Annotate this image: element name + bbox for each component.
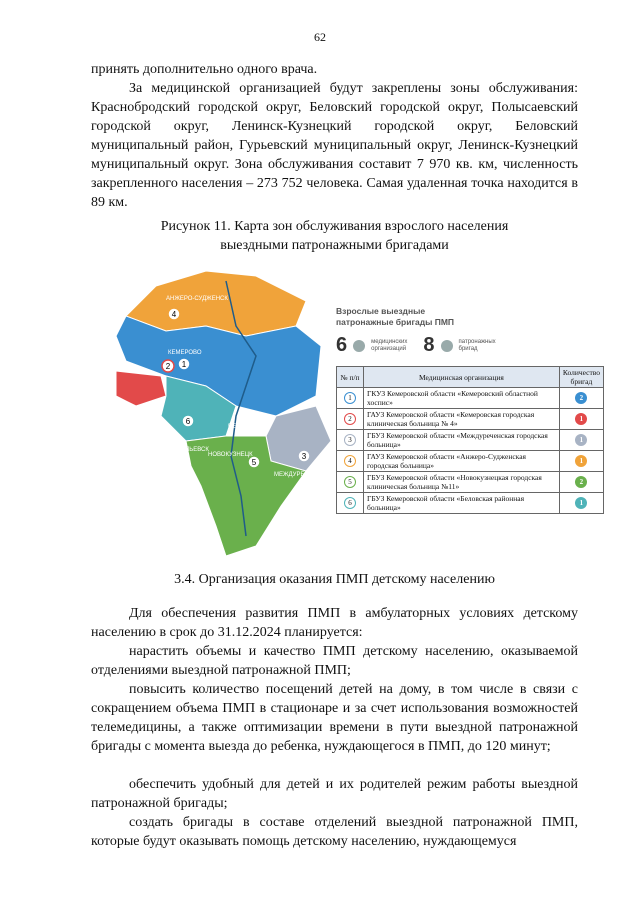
row-brigades: 1 [575, 413, 587, 425]
row-brigades: 1 [575, 434, 587, 446]
row-brigades-cell [559, 451, 603, 472]
row-num-cell [337, 409, 364, 430]
row-brigades: 2 [575, 476, 587, 488]
row-brigades: 1 [575, 497, 587, 509]
table-row [337, 409, 604, 430]
zone-marker-6 [182, 415, 194, 427]
row-org: ГБУЗ Кемеровской области «Беловская районная больница» [364, 493, 560, 514]
svg-text:4: 4 [171, 310, 177, 319]
figure-caption-line2: выездными патронажными бригадами [220, 238, 449, 253]
svg-text:6: 6 [185, 417, 191, 426]
table-row [337, 430, 604, 451]
row-brigades-cell [559, 388, 603, 409]
map-svg [96, 266, 336, 566]
row-num: 1 [344, 392, 356, 404]
table-header-org: Медицинская организация [364, 367, 560, 388]
zone-marker-1 [178, 358, 190, 370]
paragraph: Для обеспечения развития ПМП в амбулаторных условиях детскому населению в срок до 31.12.2024 планируется: [91, 606, 578, 640]
table-row [337, 451, 604, 472]
paragraph: За медицинской организацией будут закреплены зоны обслуживания: Краснобродский городской округ, Беловский городской округ, Полысаевский городской округ, Ленинск-Кузнецкий городской округ, Беловский муниципальный район, Гурьевский муниципальный округ, Ленинск-Кузнецкий муниципальный округ. Зона обслуживания составит 7 970 кв. км, численность закрепленного населения – 273 752 человека. Самая удаленная точка находится в 89 км. [91, 81, 578, 210]
city-label-anzhero: АНЖЕРО-СУДЖЕНСК [166, 296, 228, 302]
city-label-novokuznetsk: НОВОКУЗНЕЦК [208, 452, 253, 458]
section-title: 3.4. Организация оказания ПМП детскому населению [174, 572, 495, 587]
row-org: ГБУЗ Кемеровской области «Новокузнецкая городская клиническая больница №11» [364, 472, 560, 493]
table-header-brigades: Количество бригад [559, 367, 603, 388]
city-label-belovo: БЕЛОВО [228, 424, 254, 430]
row-brigades-cell [559, 430, 603, 451]
row-org: ГБУЗ Кемеровской области «Междуреченская городская больница» [364, 430, 560, 451]
row-org: ГКУЗ Кемеровской области «Кемеровский областной хоспис» [364, 388, 560, 409]
page-number: 62 [314, 30, 326, 44]
brigades-count: 8 [423, 334, 435, 356]
zone-2-area [116, 371, 166, 406]
figure-caption-line1: Рисунок 11. Карта зон обслуживания взрослого населения [160, 219, 509, 234]
row-num: 5 [344, 476, 356, 488]
figure [96, 266, 606, 566]
city-label-prokopyevsk: ПРОКОПЬЕВСК [164, 447, 209, 453]
row-num: 6 [344, 497, 356, 509]
paragraph: обеспечить удобный для детей и их родителей режим работы выездной патронажной бригады; [91, 777, 578, 811]
row-brigades: 1 [575, 455, 587, 467]
region-map [96, 266, 336, 566]
orgs-label: медицинских организаций [371, 338, 408, 352]
row-num: 2 [344, 413, 356, 425]
city-label-kemerovo: КЕМЕРОВО [168, 350, 202, 356]
org-table [336, 366, 604, 514]
legend-title-line2: патронажные бригады ПМП [336, 317, 455, 327]
svg-text:3: 3 [301, 452, 307, 461]
row-num-cell [337, 472, 364, 493]
row-num-cell [337, 493, 364, 514]
table-row [337, 388, 604, 409]
row-num: 3 [344, 434, 356, 446]
zone-marker-3 [298, 450, 310, 462]
svg-text:1: 1 [181, 360, 187, 369]
zone-marker-4 [168, 308, 180, 320]
brigade-icon [441, 340, 453, 352]
row-org: ГАУЗ Кемеровской области «Кемеровская городская клиническая больница № 4» [364, 409, 560, 430]
row-brigades-cell [559, 409, 603, 430]
zone-marker-2 [162, 360, 174, 372]
legend-stats [336, 334, 606, 357]
table-row [337, 472, 604, 493]
row-brigades-cell [559, 493, 603, 514]
paragraph: повысить количество посещений детей на дому, в том числе в связи с сокращением объема ПМП в стационаре и за счет использования возможностей телемедицины, а также оптимизации времени в пути выездной патронажной бригады с момента выезда до ребенка, нуждающегося в ПМП, до 120 минут; [91, 682, 578, 754]
paragraph: создать бригады в составе отделений выездной патронажной ПМП, которые будут оказывать помощь детскому населению, нуждающемуся [91, 815, 578, 849]
table-row [337, 493, 604, 514]
row-brigades-cell [559, 472, 603, 493]
svg-text:5: 5 [251, 458, 257, 467]
paragraph: нарастить объемы и качество ПМП детскому населению, оказываемой отделениями выездной патронажной ПМП; [91, 644, 578, 678]
brigades-label: патронажных бригад [458, 338, 496, 352]
row-num: 4 [344, 455, 356, 467]
legend-title-line1: Взрослые выездные [336, 306, 426, 316]
table-header-row [337, 367, 604, 388]
row-org: ГАУЗ Кемеровской области «Анжеро-Судженская городская больница» [364, 451, 560, 472]
row-brigades: 2 [575, 392, 587, 404]
row-num-cell [337, 388, 364, 409]
paragraph: принять дополнительно одного врача. [91, 62, 318, 77]
row-num-cell [337, 430, 364, 451]
orgs-count: 6 [336, 334, 348, 356]
zone-3-area [266, 406, 331, 471]
svg-text:2: 2 [165, 362, 171, 371]
table-header-num: № п/п [337, 367, 364, 388]
city-label-mezhdurechensk: МЕЖДУРЕЧЕНСК [274, 472, 325, 478]
hospital-icon [353, 340, 365, 352]
row-num-cell [337, 451, 364, 472]
map-legend [336, 306, 606, 357]
